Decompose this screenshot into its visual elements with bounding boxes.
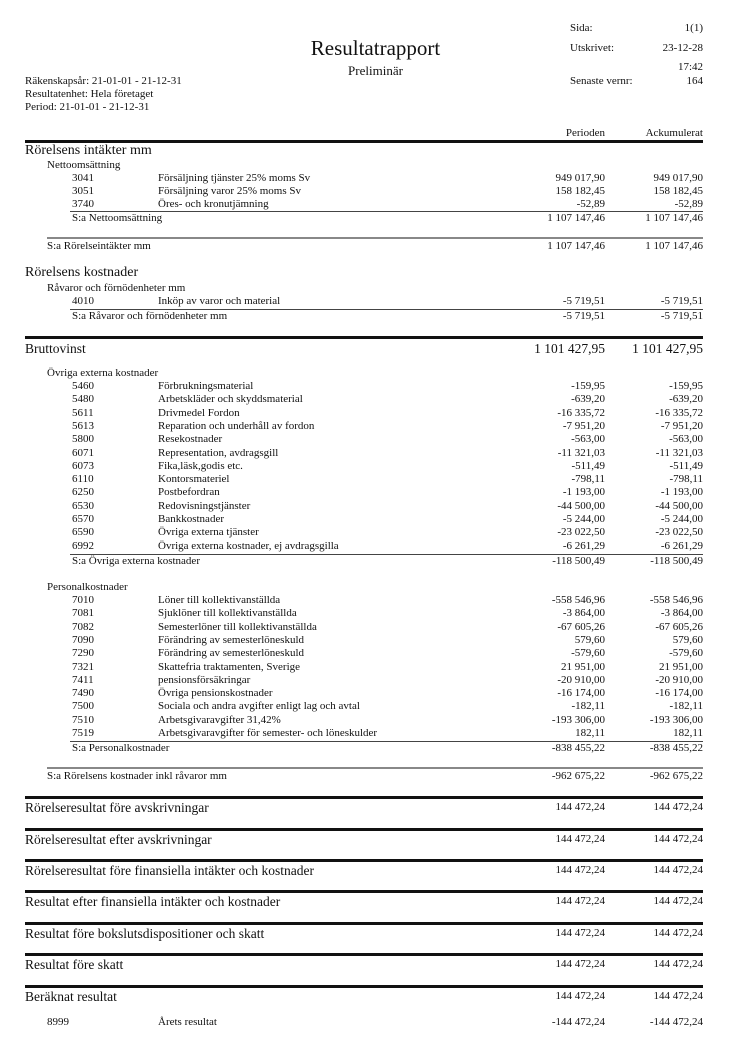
period-value: -6 261,29 — [562, 539, 605, 552]
result-label: Rörelseresultat efter avskrivningar — [25, 832, 212, 847]
period-value: -563,00 — [571, 433, 605, 446]
accum-value: 1 101 427,95 — [632, 341, 703, 356]
account-number: 3051 — [72, 185, 94, 197]
account-desc: Redovisningstjänster — [158, 499, 251, 512]
account-number: 6071 — [72, 446, 94, 459]
period-value: 144 472,24 — [555, 927, 605, 939]
period-value: 1 101 427,95 — [534, 341, 605, 356]
period-value: 1 107 147,46 — [547, 240, 605, 252]
accum-value: -798,11 — [669, 473, 703, 486]
account-desc: Reparation och underhåll av fordon — [158, 419, 315, 432]
accum-value: -11 321,03 — [655, 446, 703, 459]
account-number: 4010 — [72, 295, 94, 307]
accum-value: 1 107 147,46 — [645, 240, 703, 252]
account-desc: Arbetskläder och skyddsmaterial — [158, 393, 303, 406]
account-desc: Drivmedel Fordon — [158, 406, 240, 419]
accum-value: 949 017,90 — [653, 172, 703, 184]
result-rule — [25, 796, 703, 799]
sum-row-ovriga-externa — [0, 555, 751, 568]
period-value: -193 306,00 — [551, 713, 605, 726]
account-desc: Fika,läsk,godis etc. — [158, 459, 243, 472]
accum-value: -639,20 — [669, 393, 703, 406]
fiscal-year: Räkenskapsår: 21-01-01 - 21-12-31 — [25, 75, 182, 87]
accum-value: -193 306,00 — [649, 713, 703, 726]
period-value: -23 022,50 — [557, 526, 605, 539]
accum-value: -44 500,00 — [655, 499, 703, 512]
result-row — [0, 958, 751, 974]
period-value: -5 719,51 — [562, 295, 605, 307]
period-value: -52,89 — [576, 198, 605, 210]
table-row — [0, 687, 751, 700]
accum-value: 182,11 — [673, 727, 703, 739]
period-value: -1 193,00 — [562, 486, 605, 499]
period-value: -118 500,49 — [552, 555, 605, 567]
sum-row-rorelsekostnader — [0, 770, 751, 783]
period-value: -16 335,72 — [557, 406, 605, 419]
account-number: 7290 — [72, 647, 94, 660]
accum-value: 21 951,00 — [659, 660, 703, 673]
period-value: -962 675,22 — [551, 770, 605, 782]
account-desc: Övriga externa kostnader, ej avdragsgilla — [158, 539, 339, 552]
printed-label: Utskrivet: — [570, 42, 614, 54]
group-nettoomsattning: Nettoomsättning — [47, 159, 121, 171]
accum-value: 144 472,24 — [653, 895, 703, 907]
result-rule — [25, 859, 703, 862]
sum-row-nettoomsattning — [0, 212, 751, 225]
group-personal: Personalkostnader — [47, 581, 128, 593]
accum-value: -5 719,51 — [660, 310, 703, 322]
result-rule — [25, 985, 703, 988]
table-row — [0, 486, 751, 499]
sum-rule — [47, 237, 703, 239]
period-value: 144 472,24 — [555, 864, 605, 876]
period-value: 158 182,45 — [555, 185, 605, 197]
account-desc: Sjuklöner till kollektivanställda — [158, 607, 297, 620]
period-value: -558 546,96 — [551, 594, 605, 606]
result-rule — [25, 828, 703, 831]
table-row — [0, 473, 751, 486]
account-number: 6590 — [72, 526, 94, 539]
table-row — [0, 420, 751, 433]
account-number: 7510 — [72, 713, 94, 726]
vernr-value: 164 — [686, 75, 703, 87]
period-value: -44 500,00 — [557, 499, 605, 512]
accum-value: 144 472,24 — [653, 864, 703, 876]
table-row — [0, 393, 751, 406]
accum-value: -16 335,72 — [655, 406, 703, 419]
result-row — [0, 895, 751, 911]
table-row — [0, 594, 751, 607]
result-label: Resultat före skatt — [25, 957, 124, 972]
table-row — [0, 380, 751, 393]
bruttovinst-row — [0, 342, 751, 358]
sum-label: S:a Övriga externa kostnader — [72, 555, 200, 567]
account-number: 7490 — [72, 687, 94, 700]
printed-time: 17:42 — [677, 61, 703, 73]
result-label: Resultat före bokslutsdispositioner och skatt — [25, 926, 265, 941]
account-number: 5800 — [72, 433, 94, 446]
period-value: -159,95 — [571, 380, 605, 392]
accum-value: 579,60 — [672, 633, 703, 646]
period-value: 144 472,24 — [555, 990, 605, 1002]
account-number: 3740 — [72, 198, 94, 210]
result-label: Rörelseresultat före finansiella intäkter och kostnader — [25, 863, 315, 878]
accum-value: -962 675,22 — [649, 770, 703, 782]
table-row — [0, 295, 751, 308]
accum-value: -558 546,96 — [649, 594, 703, 606]
account-desc: Löner till kollektivanställda — [158, 594, 281, 606]
accum-value: -144 472,24 — [649, 1016, 703, 1028]
account-number: 5613 — [72, 419, 94, 432]
accum-value: 144 472,24 — [653, 801, 703, 813]
account-desc: Resekostnader — [158, 433, 223, 446]
account-desc: Övriga pensionskostnader — [158, 687, 273, 700]
sum-label: S:a Råvaror och förnödenheter mm — [72, 310, 228, 322]
account-desc: Förändring av semesterlöneskuld — [158, 633, 305, 646]
account-number: 7519 — [72, 727, 94, 739]
period-value: 21 951,00 — [561, 660, 605, 673]
result-label: Resultat efter finansiella intäkter och kostnader — [25, 894, 281, 909]
table-row — [0, 172, 751, 185]
accum-value: -159,95 — [669, 380, 703, 392]
period-value: 579,60 — [574, 633, 605, 646]
report-title: Resultatrapport — [310, 36, 441, 60]
account-number: 5480 — [72, 393, 94, 406]
table-row — [0, 607, 751, 620]
table-row — [0, 634, 751, 647]
result-row — [0, 864, 751, 880]
period-value: -182,11 — [571, 700, 605, 713]
accum-value: -5 719,51 — [660, 295, 703, 307]
table-row — [0, 460, 751, 473]
table-row — [0, 407, 751, 420]
sum-label: S:a Rörelseintäkter mm — [47, 240, 151, 252]
accum-value: 144 472,24 — [653, 958, 703, 970]
table-row — [0, 185, 751, 198]
table-row — [0, 198, 751, 211]
period-value: -20 910,00 — [557, 673, 605, 686]
account-number: 6110 — [72, 473, 94, 486]
result-rule — [25, 953, 703, 956]
account-desc: Arbetsgivaravgifter 31,42% — [158, 713, 281, 726]
group-ravaror: Råvaror och förnödenheter mm — [47, 282, 186, 294]
account-desc: Postbefordran — [158, 486, 220, 499]
table-row — [0, 540, 751, 553]
sum-label: S:a Rörelsens kostnader inkl råvaror mm — [47, 770, 227, 782]
result-rule — [25, 890, 703, 893]
accum-value: -5 244,00 — [660, 513, 703, 525]
table-row — [0, 727, 751, 740]
account-desc: Inköp av varor och material — [158, 295, 281, 307]
group-ovriga-externa: Övriga externa kostnader — [47, 367, 159, 379]
accum-value: -6 261,29 — [660, 539, 703, 552]
accum-value: -838 455,22 — [649, 742, 703, 754]
account-desc: Kontorsmateriel — [158, 473, 230, 486]
period-value: 144 472,24 — [555, 801, 605, 813]
period-value: 949 017,90 — [555, 172, 605, 184]
accum-value: 144 472,24 — [653, 833, 703, 845]
section-costs: Rörelsens kostnader — [25, 265, 139, 280]
sum-label: S:a Nettoomsättning — [72, 212, 163, 224]
period-value: 144 472,24 — [555, 895, 605, 907]
table-row — [0, 500, 751, 513]
table-row — [0, 447, 751, 460]
account-number: 8999 — [47, 1016, 69, 1028]
accum-value: -7 951,20 — [660, 419, 703, 432]
period-value: -579,60 — [571, 647, 605, 660]
accum-value: -118 500,49 — [650, 555, 703, 567]
result-row — [0, 990, 751, 1006]
accum-value: 144 472,24 — [653, 927, 703, 939]
accum-value: 158 182,45 — [653, 185, 703, 197]
account-number: 6250 — [72, 486, 94, 499]
accum-value: -182,11 — [669, 700, 703, 713]
sum-label: S:a Personalkostnader — [72, 742, 170, 754]
col-accum-header: Ackumulerat — [645, 127, 703, 139]
bruttovinst-label: Bruttovinst — [25, 341, 86, 356]
table-row — [0, 647, 751, 660]
accum-value: -579,60 — [669, 647, 703, 660]
accum-value: -23 022,50 — [655, 526, 703, 539]
period-value: -5 719,51 — [562, 310, 605, 322]
table-row — [0, 674, 751, 687]
sum-rule — [47, 767, 703, 769]
section-income: Rörelsens intäkter mm — [25, 143, 152, 158]
result-row — [0, 801, 751, 817]
account-number: 6530 — [72, 499, 94, 512]
table-row — [0, 513, 751, 526]
account-desc: Försäljning varor 25% moms Sv — [158, 185, 301, 197]
account-desc: pensionsförsäkringar — [158, 673, 251, 686]
period-value: 144 472,24 — [555, 833, 605, 845]
account-desc: Sociala och andra avgifter enligt lag och avtal — [158, 700, 360, 713]
table-row — [0, 621, 751, 634]
period-value: -639,20 — [571, 393, 605, 406]
account-number: 3041 — [72, 172, 94, 184]
account-desc: Bankkostnader — [158, 513, 224, 525]
account-desc: Försäljning tjänster 25% moms Sv — [158, 172, 311, 184]
account-number: 6570 — [72, 513, 94, 525]
period-value: -7 951,20 — [562, 419, 605, 432]
period-value: -511,49 — [571, 459, 605, 472]
result-label: Beräknat resultat — [25, 989, 117, 1004]
printed-date: 23-12-28 — [662, 42, 703, 54]
accum-value: 1 107 147,46 — [645, 212, 703, 224]
accum-value: -563,00 — [669, 433, 703, 446]
account-number: 7321 — [72, 660, 94, 673]
accum-value: -52,89 — [674, 198, 703, 210]
account-number: 6992 — [72, 539, 94, 552]
account-number: 6073 — [72, 459, 94, 472]
account-desc: Övriga externa tjänster — [158, 526, 259, 539]
accum-value: -67 605,26 — [655, 620, 703, 633]
result-row — [0, 927, 751, 943]
accum-value: -20 910,00 — [655, 673, 703, 686]
sum-row-personal — [0, 742, 751, 755]
page-value: 1(1) — [684, 22, 703, 34]
account-number: 7081 — [72, 607, 94, 620]
result-unit: Resultatenhet: Hela företaget — [25, 88, 154, 100]
account-number: 7500 — [72, 700, 94, 713]
accum-value: 144 472,24 — [653, 990, 703, 1002]
column-headers — [0, 127, 751, 140]
account-desc: Arbetsgivaravgifter för semester- och löneskulder — [158, 727, 378, 739]
period-value: -11 321,03 — [557, 446, 605, 459]
account-desc: Skattefria traktamenten, Sverige — [158, 660, 301, 673]
final-row — [0, 1016, 751, 1029]
table-row — [0, 433, 751, 446]
table-row — [0, 700, 751, 713]
period-value: -67 605,26 — [557, 620, 605, 633]
col-period-header: Perioden — [565, 127, 605, 139]
table-row — [0, 714, 751, 727]
period-value: -3 864,00 — [562, 607, 605, 620]
period-value: -5 244,00 — [562, 513, 605, 525]
sum-row-rorelseintakter — [0, 240, 751, 253]
account-number: 7010 — [72, 594, 94, 606]
account-desc: Förändring av semesterlöneskuld — [158, 647, 305, 660]
account-number: 7090 — [72, 633, 94, 646]
account-number: 5611 — [72, 406, 94, 419]
accum-value: -3 864,00 — [660, 607, 703, 620]
account-number: 7082 — [72, 620, 94, 633]
accum-value: -511,49 — [669, 459, 703, 472]
account-desc: Förbrukningsmaterial — [158, 380, 254, 392]
account-desc: Representation, avdragsgill — [158, 446, 279, 459]
period-value: 182,11 — [575, 727, 605, 739]
page-label: Sida: — [570, 22, 593, 34]
account-desc: Semesterlöner till kollektivanställda — [158, 620, 317, 633]
period-value: -798,11 — [571, 473, 605, 486]
account-number: 7411 — [72, 673, 94, 686]
period-value: 144 472,24 — [555, 958, 605, 970]
account-number: 5460 — [72, 380, 94, 392]
table-row — [0, 526, 751, 539]
bruttovinst-rule — [25, 336, 703, 339]
accum-value: -1 193,00 — [660, 486, 703, 499]
period-value: -144 472,24 — [551, 1016, 605, 1028]
accum-value: -16 174,00 — [655, 687, 703, 700]
period-value: 1 107 147,46 — [547, 212, 605, 224]
account-desc: Årets resultat — [158, 1016, 217, 1028]
period-value: -838 455,22 — [551, 742, 605, 754]
table-row — [0, 661, 751, 674]
result-row — [0, 833, 751, 849]
report-subtitle: Preliminär — [348, 63, 403, 78]
account-desc: Öres- och kronutjämning — [158, 198, 269, 210]
result-rule — [25, 922, 703, 925]
period-value: -16 174,00 — [557, 687, 605, 700]
sum-row-ravaror — [0, 310, 751, 323]
vernr-label: Senaste vernr: — [570, 75, 633, 87]
period: Period: 21-01-01 - 21-12-31 — [25, 101, 150, 113]
result-label: Rörelseresultat före avskrivningar — [25, 800, 209, 815]
